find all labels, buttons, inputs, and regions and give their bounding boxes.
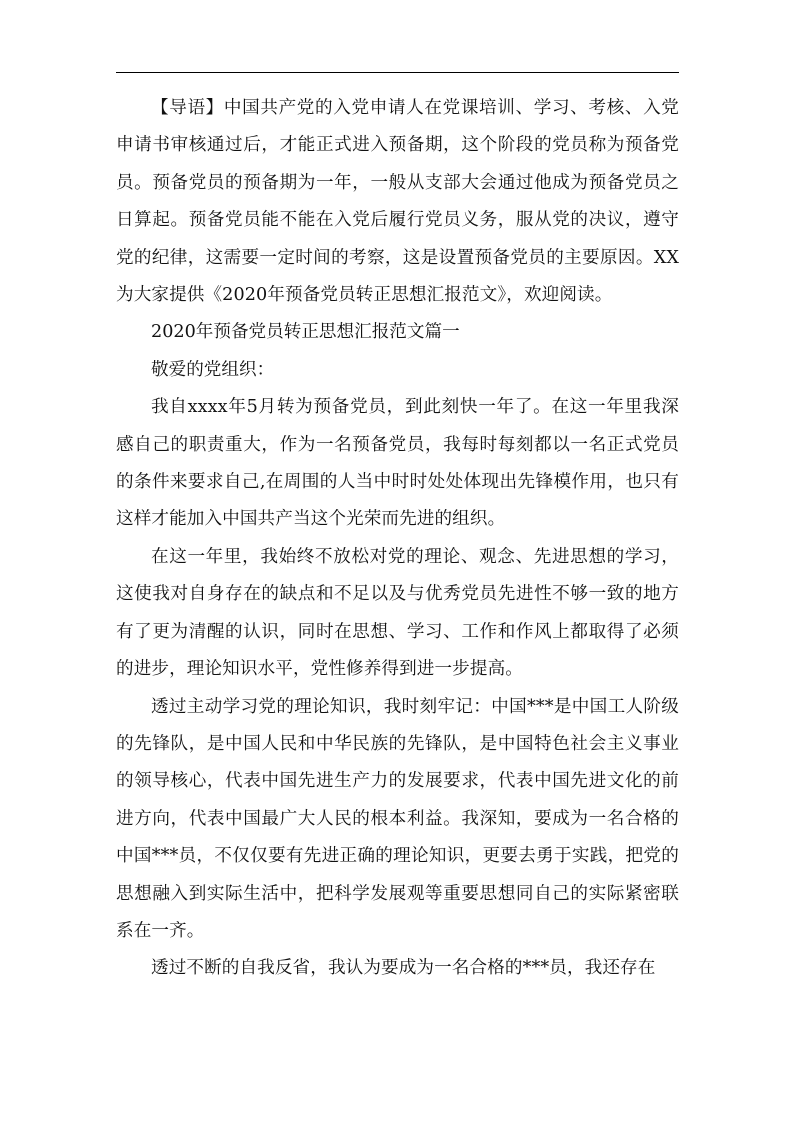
section-title: 2020年预备党员转正思想汇报范文篇一 [151, 322, 460, 343]
intro-paragraph: 【导语】中国共产党的入党申请人在党课培训、学习、考核、入党申请书审核通过后，才能正式进入预备期，这个阶段的党员称为预备党员。预备党员的预备期为一年，一般从支部大会通过他成为预备党员之日算起。预备党员能不能在入党后履行党员义务，服从党的决议，遵守党的纪律，这需要一定时间的考察，这是设置预备党员的主要原因。XX为大家提供《2020年预备党员转正思想汇报范文》，欢迎阅读。 [116, 98, 679, 306]
header-rule [116, 72, 679, 73]
body-paragraph: 透过主动学习党的理论知识，我时刻牢记：中国***是中国工人阶级的先锋队，是中国人民和中华民族的先锋队，是中国特色社会主义事业的领导核心，代表中国先进生产力的发展要求，代表中国先进文化的前进方向，代表中国最广大人民的根本利益。我深知，要成为一名合格的中国***员，不仅仅要有先进正确的理论知识，更要去勇于实践，把党的思想融入到实际生活中，把科学发展观等重要思想同自己的实际紧密联系在一齐。 [116, 696, 679, 941]
body-paragraph: 我自xxxx年5月转为预备党员，到此刻快一年了。在这一年里我深感自己的职责重大，作为一名预备党员，我每时每刻都以一名正式党员的条件来要求自己,在周围的人当中时时处处体现出先锋模作用，也只有这样才能加入中国共产当这个光荣而先进的组织。 [116, 397, 679, 530]
body-paragraph: 在这一年里，我始终不放松对党的理论、观念、先进思想的学习，这使我对自身存在的缺点和不足以及与优秀党员先进性不够一致的地方有了更为清醒的认识，同时在思想、学习、工作和作风上都取得了必须的进步，理论知识水平，党性修养得到进一步提高。 [116, 546, 679, 680]
document-body [116, 90, 679, 988]
salutation: 敬爱的党组织： [151, 359, 275, 380]
body-paragraph: 透过不断的自我反省，我认为要成为一名合格的***员，我还存在 [151, 958, 656, 979]
